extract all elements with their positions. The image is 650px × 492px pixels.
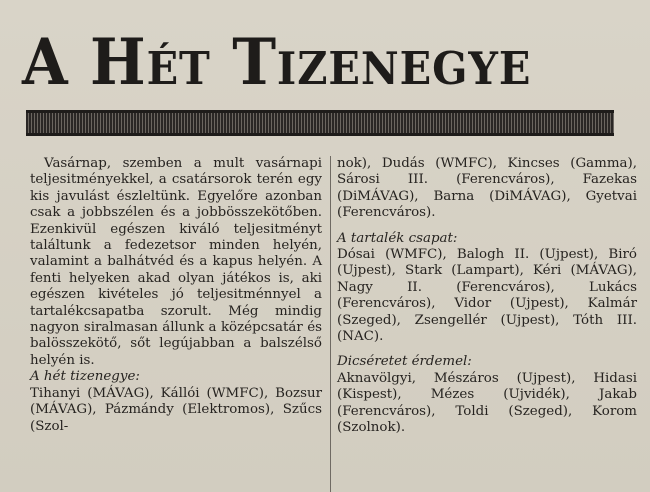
praise-heading: Dicséretet érdemel:: [337, 354, 472, 370]
reserve-heading: A tartalék csapat:: [337, 230, 458, 246]
lineup-subhead: A hét tizenegye:: [30, 369, 140, 385]
praise-text: Aknavölgyi, Mészáros (Ujpest), Hidasi (Kispest), Mézes (Ujvidék), Jakab (Ferencváros), Toldi (Szeged), Korom (Szolnok).: [337, 370, 637, 436]
left-column: [30, 156, 322, 435]
column-divider: [330, 156, 331, 492]
reserve-text: Dósai (WMFC), Balogh II. (Ujpest), Biró (Ujpest), Stark (Lampart), Kéri (MÁVAG), Nagy II. (Ferencváros), Lukács (Ferencváros), Vidor (Ujpest), Kalmár (Szeged), Zsengellér (Ujpest), Tóth III. (NAC).: [337, 247, 637, 345]
lineup-text-end: nok), Dudás (WMFC), Kincses (Gamma), Sárosi III. (Ferencváros), Fazekas (DiMÁVAG), Barna (DiMÁVAG), Gyetvai (Ferencváros).: [337, 156, 637, 221]
decorative-rule: [26, 110, 614, 136]
headline: A Hét Tizenegye: [22, 25, 532, 100]
right-column: [337, 156, 637, 437]
intro-paragraph: Vasárnap, szemben a mult vasárnapi teljesitményekkel, a csatársorok terén egy kis javulást észleltünk. Egyelőre azonban csak a jobbszélen és a jobbösszekötőben. Ezenkivül egészen kiváló teljesitményt találtunk a fedezetsor minden helyén, valamint a balhátvéd és a kapus helyén. A fenti helyeken akad olyan játékos is, aki egészen kivételes jó teljesitménnyel a tartalékcsapatba szorult. Még mindig nagyon siralmasan állunk a középcsatár és balösszekötő, sőt legújabban a balszélső helyén is.: [30, 156, 322, 368]
lineup-text-start: Tihanyi (MÁVAG), Kállói (WMFC), Bozsur (MÁVAG), Pázmándy (Elektromos), Szűcs (Szol-: [30, 385, 322, 434]
